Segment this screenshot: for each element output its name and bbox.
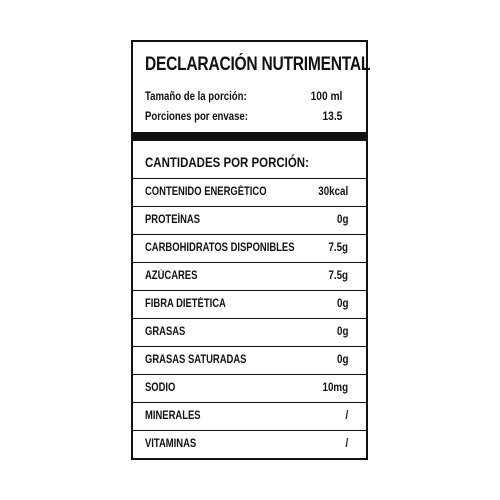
nutrient-value: 7.5g: [328, 270, 348, 282]
nutrient-name: CONTENIDO ENERGÉTICO: [145, 186, 267, 198]
nutrition-label: [131, 40, 371, 460]
nutrient-name: PROTEÍNAS: [145, 214, 201, 226]
nutrient-row-saturated-fat: [133, 346, 366, 374]
nutrient-name: FIBRA DIETÉTICA: [145, 298, 226, 310]
nutrient-row-sodium: [133, 374, 366, 402]
nutrient-row-carbohydrates: [133, 234, 366, 262]
nutrient-value: 10mg: [322, 382, 348, 394]
nutrient-value: 0g: [336, 354, 348, 366]
nutrient-name: VITAMINAS: [145, 438, 197, 450]
nutrient-row-fiber: [133, 290, 366, 318]
serving-size-label: Tamaño de la porción:: [145, 89, 247, 103]
nutrient-row-vitamins: [133, 430, 366, 458]
nutrient-row-energy: [133, 178, 366, 206]
section-divider: [133, 132, 366, 141]
nutrient-value: 0g: [336, 326, 348, 338]
nutrient-name: AZÚCARES: [145, 270, 198, 282]
nutrient-name: CARBOHIDRATOS DISPONIBLES: [145, 242, 295, 254]
serving-size-value: 100 ml: [310, 89, 342, 103]
nutrient-row-minerals: [133, 402, 366, 430]
nutrient-row-sugars: [133, 262, 366, 290]
nutrient-value: 0g: [336, 214, 348, 226]
nutrient-value: /: [345, 438, 348, 450]
nutrient-value: /: [345, 410, 348, 422]
section-title: CANTIDADES POR PORCIÓN:: [145, 154, 309, 170]
nutrient-name: SODIO: [145, 382, 176, 394]
nutrient-table: [133, 178, 366, 458]
nutrient-row-fat: [133, 318, 366, 346]
serving-size-row: [145, 89, 354, 107]
nutrient-name: GRASAS SATURADAS: [145, 354, 247, 366]
nutrient-row-protein: [133, 206, 366, 234]
nutrient-value: 0g: [336, 298, 348, 310]
servings-value: 13.5: [322, 109, 342, 123]
label-title: DECLARACIÓN NUTRIMENTAL: [145, 54, 371, 75]
nutrient-value: 30kcal: [318, 186, 348, 198]
nutrient-value: 7.5g: [328, 242, 348, 254]
servings-row: [145, 109, 354, 127]
nutrient-name: GRASAS: [145, 326, 186, 338]
servings-label: Porciones por envase:: [145, 109, 248, 123]
nutrient-name: MINERALES: [145, 410, 201, 422]
